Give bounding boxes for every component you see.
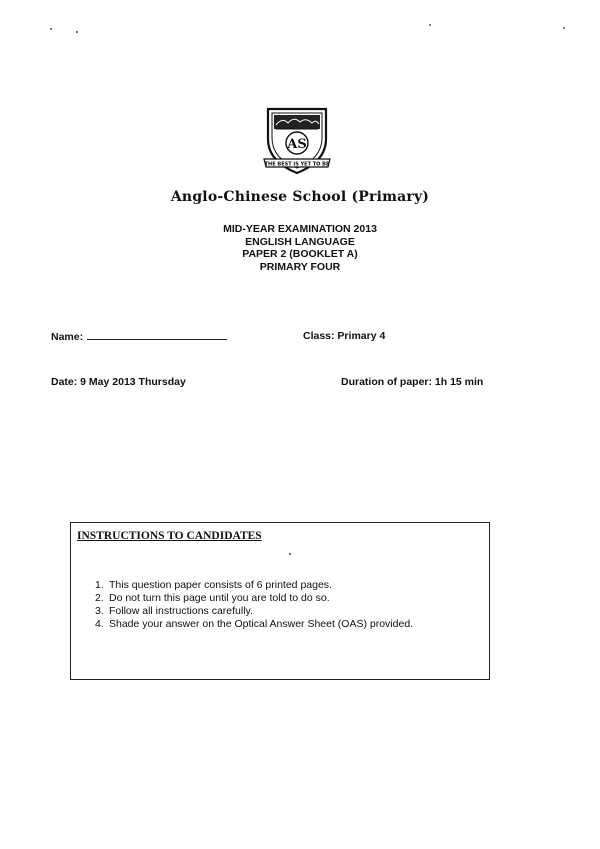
svg-text:AS: AS [287, 137, 307, 152]
instructions-heading: INSTRUCTIONS TO CANDIDATES [77, 530, 262, 542]
instruction-item: 4. Shade your answer on the Optical Answer Sheet (OAS) provided. [95, 618, 414, 630]
date-label: Date: 9 May 2013 Thursday [51, 376, 186, 388]
instruction-item: 3. Follow all instructions carefully. [95, 605, 253, 617]
level-title: PRIMARY FOUR [259, 260, 341, 273]
name-label: Name: [51, 331, 84, 343]
duration-label: Duration of paper: 1h 15 min [341, 376, 484, 388]
scan-speck [50, 28, 52, 30]
school-name: Anglo-Chinese School (Primary) [170, 189, 430, 205]
exam-title: MID-YEAR EXAMINATION 2013 [223, 223, 377, 235]
paper-title: PAPER 2 (BOOKLET A) [242, 248, 358, 260]
subject-title: ENGLISH LANGUAGE [245, 235, 355, 248]
instruction-item: 1. This question paper consists of 6 printed pages. [95, 579, 332, 591]
name-blank-line[interactable] [87, 330, 227, 340]
class-label: Class: Primary 4 [303, 330, 386, 342]
instruction-item: 2. Do not turn this page until you are told to do so. [95, 592, 330, 604]
school-crest-logo [262, 105, 332, 177]
exam-title-block [0, 223, 600, 273]
scan-speck [76, 31, 78, 33]
crest-motto: THE BEST IS YET TO BE [264, 161, 330, 168]
scan-speck [429, 24, 431, 26]
instructions-box [70, 522, 490, 680]
scan-speck [563, 27, 565, 29]
instructions-list [95, 579, 413, 631]
scan-speck [289, 553, 291, 555]
name-field [51, 330, 227, 343]
